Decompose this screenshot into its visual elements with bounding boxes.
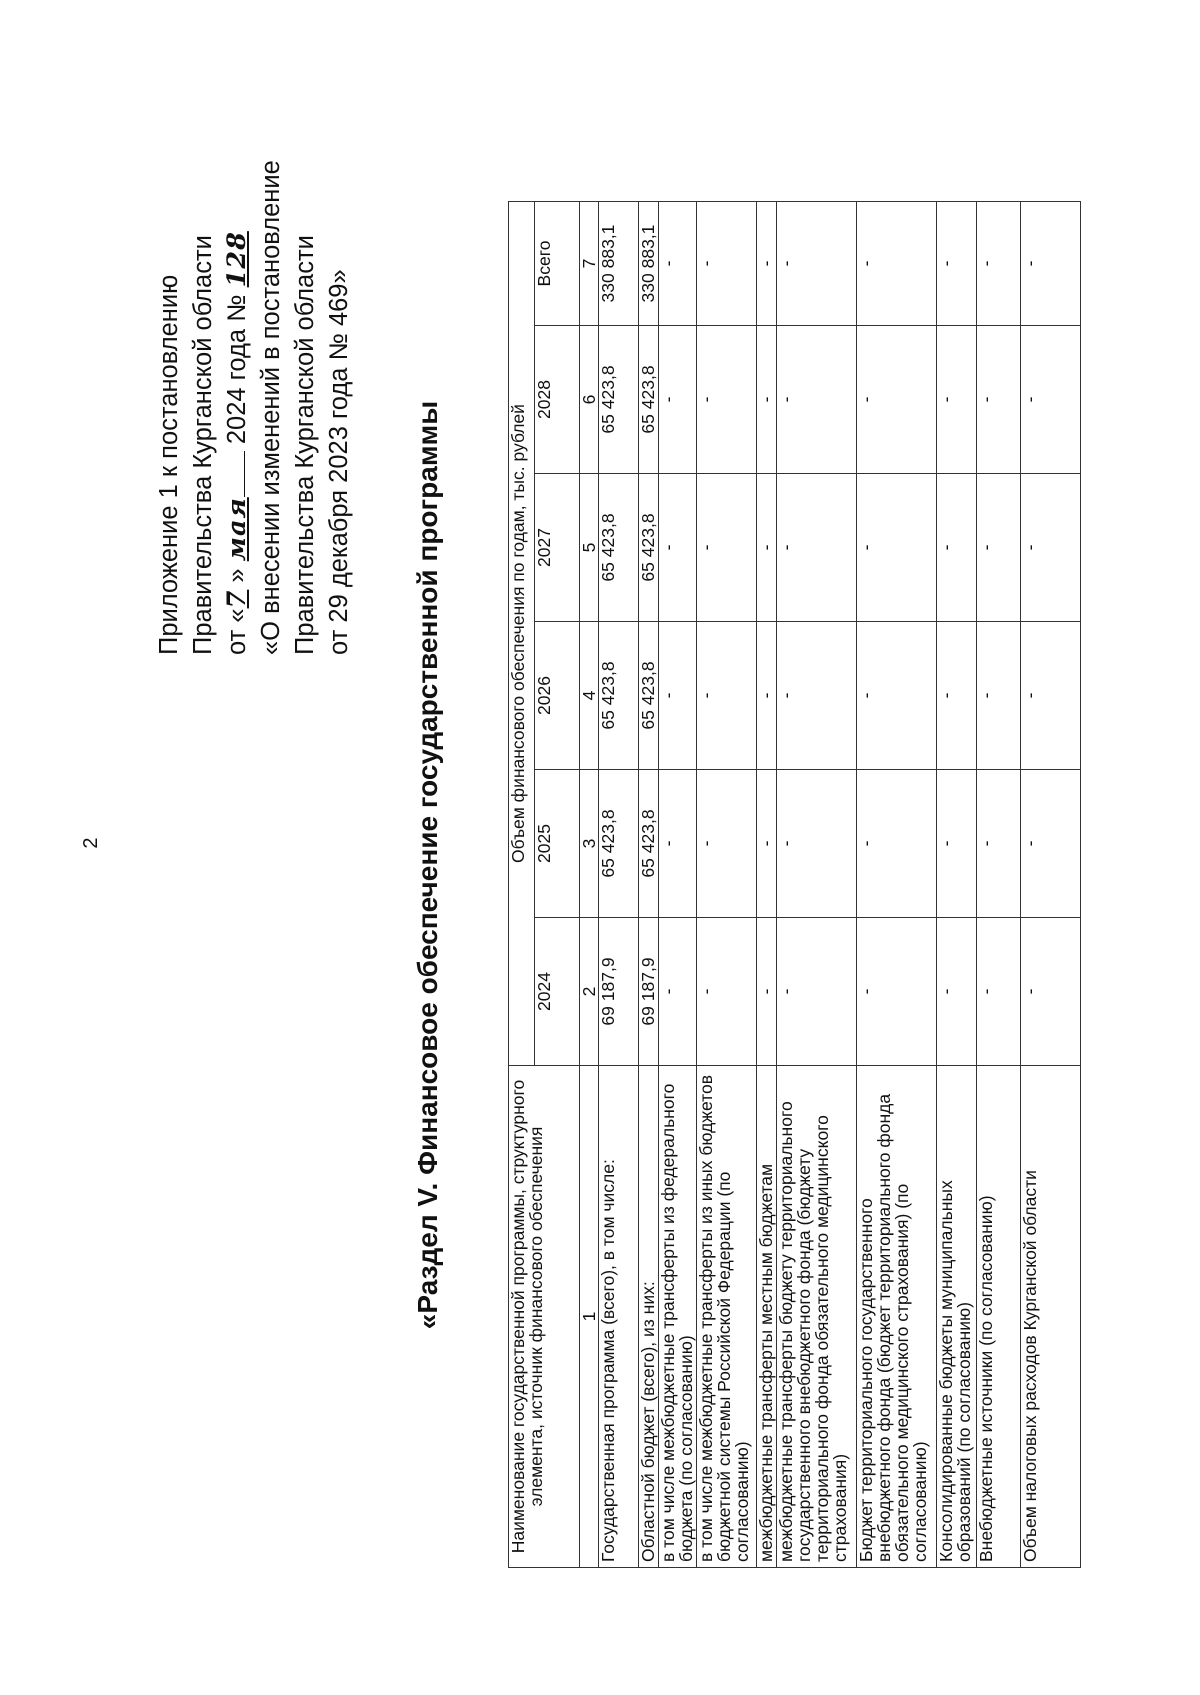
row-name-cell: межбюджетные трансферты местным бюджетам: [757, 1066, 777, 1568]
column-index: 5: [580, 474, 599, 622]
row-name-cell: Бюджет территориального государственного внебюджетного фонда (бюджет территориального фонда обязательного медицинского страхования) (по согласованию): [857, 1066, 937, 1568]
value-cell: -: [857, 202, 937, 326]
year-header: 2027: [535, 474, 580, 622]
row-name-cell: межбюджетные трансферты бюджету территориального государственного внебюджетного фонда (бюджету территориального фонда обязательного медицинского страхования): [777, 1066, 857, 1568]
value-cell: -: [777, 474, 857, 622]
value-cell: -: [1021, 474, 1081, 622]
value-cell: -: [977, 202, 1021, 326]
value-cell: -: [777, 326, 857, 474]
row-name-cell: в том числе межбюджетные трансферты из федерального бюджета (по согласованию): [659, 1066, 697, 1568]
financing-table: [508, 201, 1081, 1568]
date-quote-close: »: [223, 568, 251, 583]
value-cell: -: [777, 622, 857, 770]
value-cell: -: [697, 202, 757, 326]
value-cell: -: [697, 474, 757, 622]
table-row: [777, 202, 857, 1568]
value-cell: -: [697, 918, 757, 1066]
handwritten-number: 128: [222, 231, 252, 288]
value-cell: -: [757, 918, 777, 1066]
value-cell: 65 423,8: [599, 474, 639, 622]
value-cell: 69 187,9: [599, 918, 639, 1066]
year-header: 2025: [535, 770, 580, 918]
value-cell: 65 423,8: [599, 622, 639, 770]
value-cell: -: [937, 202, 977, 326]
value-cell: -: [857, 918, 937, 1066]
table-row: [659, 202, 697, 1568]
table-body: [509, 202, 1081, 1568]
value-cell: -: [857, 770, 937, 918]
appendix-line-5: Правительства Курганской области: [291, 235, 319, 655]
column-index: 4: [580, 622, 599, 770]
value-cell: 65 423,8: [639, 474, 659, 622]
table-row: [757, 202, 777, 1568]
row-name-cell: в том числе межбюджетные трансферты из иных бюджетов бюджетной системы Российской Федерации (по согласованию): [697, 1066, 757, 1568]
page-number: 2: [80, 837, 102, 849]
appendix-line-2: Правительства Курганской области: [189, 235, 217, 655]
value-cell: 65 423,8: [599, 326, 639, 474]
column-index: 3: [580, 770, 599, 918]
value-cell: -: [697, 326, 757, 474]
row-name-cell: Государственная программа (всего), в том числе:: [599, 1066, 639, 1568]
table-row: [639, 202, 659, 1568]
value-cell: -: [977, 474, 1021, 622]
value-cell: -: [977, 770, 1021, 918]
value-cell: -: [659, 622, 697, 770]
table-row: [697, 202, 757, 1568]
year-header: 2028: [535, 326, 580, 474]
value-cell: -: [937, 622, 977, 770]
value-cell: -: [857, 326, 937, 474]
value-cell: -: [977, 326, 1021, 474]
value-cell: -: [777, 918, 857, 1066]
value-cell: -: [937, 474, 977, 622]
column-index: 2: [580, 918, 599, 1066]
table-row: [1021, 202, 1081, 1568]
appendix-line-3: [220, 35, 254, 655]
year-header: 2024: [535, 918, 580, 1066]
row-name-cell: Консолидированные бюджеты муниципальных образований (по согласованию): [937, 1066, 977, 1568]
value-cell: -: [777, 202, 857, 326]
total-header: Всего: [535, 202, 580, 326]
value-cell: 65 423,8: [599, 770, 639, 918]
date-year: 2024 года №: [223, 294, 251, 445]
appendix-line-4: «О внесении изменений в постановление: [257, 160, 285, 655]
value-cell: -: [857, 622, 937, 770]
handwritten-day: 7: [222, 589, 252, 609]
table-row: [599, 202, 639, 1568]
value-cell: -: [757, 202, 777, 326]
value-cell: -: [659, 918, 697, 1066]
value-cell: 65 423,8: [639, 770, 659, 918]
value-cell: -: [1021, 770, 1081, 918]
value-cell: -: [757, 474, 777, 622]
value-cell: -: [1021, 326, 1081, 474]
table-row: [977, 202, 1021, 1568]
value-cell: -: [937, 770, 977, 918]
value-cell: -: [659, 326, 697, 474]
handwritten-month: мая: [222, 497, 252, 562]
value-cell: -: [757, 770, 777, 918]
date-underline: [224, 451, 245, 497]
value-cell: 69 187,9: [639, 918, 659, 1066]
value-cell: -: [659, 474, 697, 622]
header-name-cell: Наименование государственной программы, структурного элемента, источник финансового обеспечения: [509, 1066, 580, 1568]
value-cell: -: [937, 326, 977, 474]
row-name-cell: Внебюджетные источники (по согласованию): [977, 1066, 1021, 1568]
value-cell: -: [777, 770, 857, 918]
value-cell: -: [659, 202, 697, 326]
table-row: [857, 202, 937, 1568]
column-index: 1: [580, 1066, 599, 1568]
header-row-1: [509, 202, 535, 1568]
column-index: 6: [580, 326, 599, 474]
year-header: 2026: [535, 622, 580, 770]
column-index: 7: [580, 202, 599, 326]
value-cell: -: [977, 622, 1021, 770]
value-cell: -: [697, 622, 757, 770]
value-cell: -: [857, 474, 937, 622]
date-prefix: от «: [223, 608, 251, 655]
column-index-row: [580, 202, 599, 1568]
row-name-cell: Объем налоговых расходов Курганской области: [1021, 1066, 1081, 1568]
row-name-cell: Областной бюджет (всего), из них:: [639, 1066, 659, 1568]
appendix-line-1: Приложение 1 к постановлению: [155, 274, 183, 655]
value-cell: -: [659, 770, 697, 918]
value-cell: -: [757, 622, 777, 770]
header-volume-cell: Объем финансового обеспечения по годам, тыс. рублей: [509, 202, 535, 1066]
value-cell: -: [757, 326, 777, 474]
appendix-line-6: от 29 декабря 2023 года № 469»: [325, 269, 353, 655]
value-cell: -: [937, 918, 977, 1066]
appendix-block: [152, 35, 356, 655]
value-cell: -: [1021, 622, 1081, 770]
value-cell: 330 883,1: [599, 202, 639, 326]
value-cell: -: [1021, 918, 1081, 1066]
table-row: [937, 202, 977, 1568]
value-cell: 65 423,8: [639, 622, 659, 770]
value-cell: 65 423,8: [639, 326, 659, 474]
value-cell: -: [977, 918, 1021, 1066]
section-title: «Раздел V. Финансовое обеспечение государственной программы: [412, 400, 443, 1330]
value-cell: -: [1021, 202, 1081, 326]
value-cell: -: [697, 770, 757, 918]
value-cell: 330 883,1: [639, 202, 659, 326]
